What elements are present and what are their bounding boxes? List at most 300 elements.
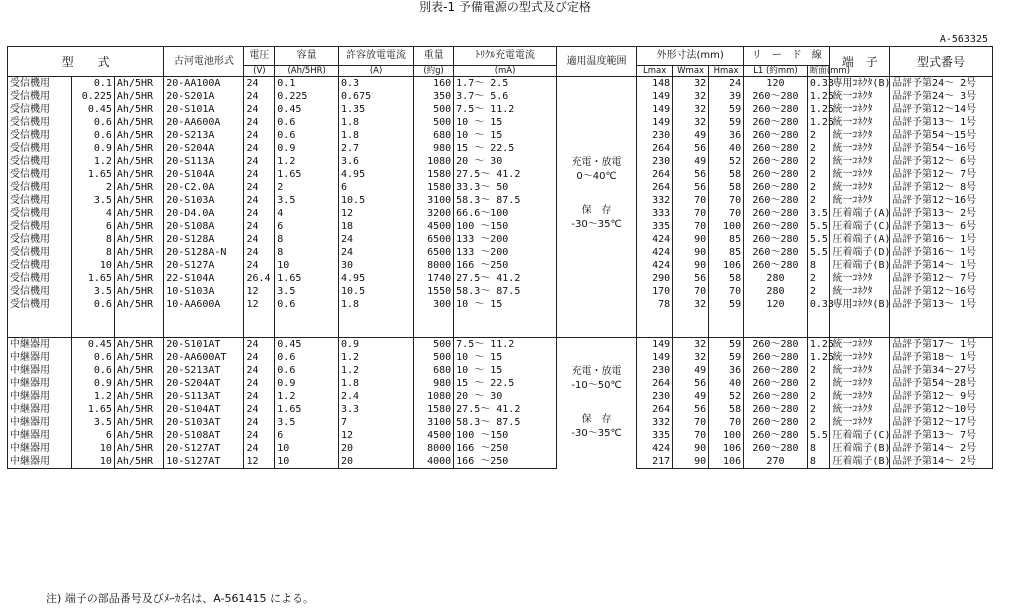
cell-capacity: 1.65: [275, 403, 339, 416]
cell-use: 中継器用: [8, 416, 72, 429]
cell-weight: 1080: [414, 155, 454, 168]
empty-cell: [275, 324, 339, 338]
cell-wmax: 56: [673, 403, 709, 416]
cell-capacity: 0.45: [275, 338, 339, 352]
cell-approval-no: 品評予第16～ 1号: [890, 246, 993, 259]
cell-hmax: 52: [709, 155, 744, 168]
cell-weight: 500: [414, 338, 454, 352]
cell-terminal: 圧着端子(B): [830, 259, 890, 272]
cell-capacity: 10: [275, 455, 339, 469]
cell-approval-no: 品評予第54～16号: [890, 142, 993, 155]
temp-charge-label: 充電・放電: [571, 366, 622, 378]
cell-discharge-current: 3.6: [339, 155, 414, 168]
empty-cell: [339, 311, 414, 324]
table-row: [8, 116, 993, 129]
cell-approval-no: 品評予第24～ 3号: [890, 90, 993, 103]
cell-battery-model: 20-C2.0A: [164, 181, 244, 194]
empty-temp-cell: [556, 311, 636, 324]
cell-discharge-current: 20: [339, 442, 414, 455]
cell-discharge-current: 4.95: [339, 272, 414, 285]
cell-size-unit: Ah/5HR: [114, 455, 163, 469]
cell-lead-length: 260～280: [744, 416, 808, 429]
cell-lead-section: 2: [807, 155, 830, 168]
cell-use: 受信機用: [8, 285, 72, 298]
cell-use: 受信機用: [8, 77, 72, 91]
cell-lmax: 149: [637, 103, 673, 116]
empty-cell: [8, 324, 72, 338]
cell-weight: 680: [414, 364, 454, 377]
cell-weight: 500: [414, 103, 454, 116]
cell-lmax: 149: [637, 351, 673, 364]
cell-capacity: 0.6: [275, 298, 339, 311]
cell-lead-length: 260～280: [744, 181, 808, 194]
cell-approval-no: 品評予第12～ 7号: [890, 168, 993, 181]
cell-terminal: 統一ｺﾈｸﾀ: [830, 285, 890, 298]
cell-lead-section: 2: [807, 194, 830, 207]
cell-size: 0.6: [71, 351, 114, 364]
cell-lmax: 333: [637, 207, 673, 220]
header-weight-unit: (約g): [414, 66, 454, 77]
cell-capacity: 8: [275, 233, 339, 246]
cell-approval-no: 品評予第13～ 1号: [890, 298, 993, 311]
table-row: [8, 155, 993, 168]
cell-hmax: 58: [709, 272, 744, 285]
cell-use: 受信機用: [8, 181, 72, 194]
cell-hmax: 59: [709, 338, 744, 352]
cell-voltage: 24: [244, 429, 275, 442]
empty-cell: [8, 311, 72, 324]
cell-capacity: 3.5: [275, 285, 339, 298]
temp-range-cell: [556, 338, 636, 469]
cell-size: 10: [71, 259, 114, 272]
cell-size: 0.6: [71, 298, 114, 311]
cell-capacity: 8: [275, 246, 339, 259]
cell-trickle-current: 166 ～250: [454, 442, 557, 455]
cell-wmax: 49: [673, 390, 709, 403]
cell-terminal: 圧着端子(A): [830, 233, 890, 246]
header-lead: リ ー ド 線: [744, 47, 830, 66]
cell-lead-section: 8: [807, 442, 830, 455]
cell-size-unit: Ah/5HR: [114, 272, 163, 285]
empty-cell: [890, 311, 993, 324]
cell-hmax: 36: [709, 129, 744, 142]
cell-lead-length: 260～280: [744, 129, 808, 142]
empty-cell: [830, 324, 890, 338]
cell-terminal: 圧着端子(A): [830, 207, 890, 220]
cell-size-unit: Ah/5HR: [114, 181, 163, 194]
cell-size: 0.6: [71, 364, 114, 377]
cell-approval-no: 品評予第13～ 1号: [890, 116, 993, 129]
cell-voltage: 24: [244, 403, 275, 416]
cell-discharge-current: 18: [339, 220, 414, 233]
header-hmax: Hmax: [709, 66, 744, 77]
cell-lmax: 264: [637, 168, 673, 181]
table-row: [8, 77, 993, 91]
cell-trickle-current: 166 ～250: [454, 455, 557, 469]
cell-wmax: 49: [673, 129, 709, 142]
cell-trickle-current: 100 ～150: [454, 429, 557, 442]
empty-cell: [339, 324, 414, 338]
table-row: [8, 220, 993, 233]
cell-lmax: 149: [637, 338, 673, 352]
cell-voltage: 24: [244, 116, 275, 129]
cell-hmax: 106: [709, 259, 744, 272]
header-wmax: Wmax: [673, 66, 709, 77]
table-row: [8, 103, 993, 116]
cell-lead-length: 260～280: [744, 259, 808, 272]
cell-terminal: 統一ｺﾈｸﾀ: [830, 194, 890, 207]
header-approval-no: 型式番号: [890, 47, 993, 77]
cell-hmax: 70: [709, 285, 744, 298]
cell-trickle-current: 27.5～ 41.2: [454, 272, 557, 285]
cell-wmax: 90: [673, 442, 709, 455]
cell-lead-section: 1.25: [807, 338, 830, 352]
temp-charge-label: 充電・放電: [571, 157, 622, 168]
cell-weight: 1580: [414, 403, 454, 416]
table-row: [8, 246, 993, 259]
cell-lead-section: 0.33: [807, 298, 830, 311]
cell-trickle-current: 10 ～ 15: [454, 351, 557, 364]
cell-size-unit: Ah/5HR: [114, 129, 163, 142]
spacer-row: [8, 311, 993, 324]
empty-cell: [744, 311, 808, 324]
cell-trickle-current: 27.5～ 41.2: [454, 403, 557, 416]
cell-voltage: 24: [244, 246, 275, 259]
cell-hmax: 59: [709, 116, 744, 129]
cell-weight: 350: [414, 90, 454, 103]
table-row: [8, 429, 993, 442]
cell-terminal: 圧着端子(C): [830, 429, 890, 442]
cell-hmax: 100: [709, 429, 744, 442]
cell-voltage: 24: [244, 194, 275, 207]
cell-use: 中継器用: [8, 390, 72, 403]
table-row: [8, 168, 993, 181]
cell-use: 受信機用: [8, 116, 72, 129]
cell-lead-length: 260～280: [744, 377, 808, 390]
cell-voltage: 12: [244, 298, 275, 311]
cell-battery-model: 20-S104AT: [164, 403, 244, 416]
cell-lead-section: 5.5: [807, 220, 830, 233]
cell-hmax: 70: [709, 416, 744, 429]
cell-discharge-current: 2.4: [339, 390, 414, 403]
cell-lmax: 148: [637, 77, 673, 91]
temp-gap: [559, 184, 634, 204]
cell-lead-section: 3.5: [807, 207, 830, 220]
cell-hmax: 106: [709, 455, 744, 469]
cell-size: 0.45: [71, 103, 114, 116]
cell-weight: 6500: [414, 246, 454, 259]
cell-trickle-current: 133 ～200: [454, 246, 557, 259]
cell-lead-length: 260～280: [744, 364, 808, 377]
cell-capacity: 6: [275, 429, 339, 442]
cell-terminal: 専用ｺﾈｸﾀ(B): [830, 77, 890, 91]
cell-battery-model: 20-AA600A: [164, 116, 244, 129]
cell-lead-section: 2: [807, 142, 830, 155]
cell-lead-section: 5.5: [807, 233, 830, 246]
cell-voltage: 24: [244, 416, 275, 429]
cell-trickle-current: 20 ～ 30: [454, 155, 557, 168]
cell-size-unit: Ah/5HR: [114, 429, 163, 442]
cell-size-unit: Ah/5HR: [114, 285, 163, 298]
cell-lmax: 332: [637, 194, 673, 207]
cell-lmax: 264: [637, 142, 673, 155]
cell-lead-length: 270: [744, 455, 808, 469]
cell-lmax: 170: [637, 285, 673, 298]
cell-size: 1.2: [71, 155, 114, 168]
cell-lmax: 78: [637, 298, 673, 311]
cell-terminal: 統一ｺﾈｸﾀ: [830, 90, 890, 103]
cell-lead-section: 2: [807, 416, 830, 429]
cell-capacity: 0.6: [275, 364, 339, 377]
cell-lmax: 230: [637, 155, 673, 168]
table-row: [8, 351, 993, 364]
cell-trickle-current: 10 ～ 15: [454, 129, 557, 142]
cell-approval-no: 品評予第12～ 6号: [890, 155, 993, 168]
empty-cell: [164, 311, 244, 324]
cell-trickle-current: 10 ～ 15: [454, 298, 557, 311]
cell-battery-model: 20-S104A: [164, 168, 244, 181]
cell-terminal: 圧着端子(C): [830, 220, 890, 233]
cell-terminal: 専用ｺﾈｸﾀ(B): [830, 298, 890, 311]
cell-lmax: 230: [637, 129, 673, 142]
cell-terminal: 圧着端子(B): [830, 442, 890, 455]
cell-weight: 8000: [414, 259, 454, 272]
cell-lead-section: 1.25: [807, 90, 830, 103]
cell-approval-no: 品評予第12～ 7号: [890, 272, 993, 285]
empty-cell: [454, 324, 557, 338]
empty-cell: [114, 311, 163, 324]
header-battery-model: 古河電池形式: [164, 47, 244, 77]
cell-wmax: 56: [673, 142, 709, 155]
cell-discharge-current: 1.2: [339, 351, 414, 364]
cell-battery-model: 20-S103AT: [164, 416, 244, 429]
table-row: [8, 364, 993, 377]
cell-weight: 3100: [414, 416, 454, 429]
header-capacity-unit: (Ah/5HR): [275, 66, 339, 77]
cell-trickle-current: 10 ～ 15: [454, 364, 557, 377]
cell-wmax: 70: [673, 194, 709, 207]
cell-size-unit: Ah/5HR: [114, 338, 163, 352]
cell-weight: 500: [414, 116, 454, 129]
cell-weight: 4500: [414, 429, 454, 442]
cell-discharge-current: 0.9: [339, 338, 414, 352]
cell-size: 3.5: [71, 285, 114, 298]
cell-hmax: 59: [709, 103, 744, 116]
header-voltage-unit: (V): [244, 66, 275, 77]
cell-size-unit: Ah/5HR: [114, 246, 163, 259]
cell-terminal: 統一ｺﾈｸﾀ: [830, 351, 890, 364]
cell-capacity: 6: [275, 220, 339, 233]
cell-lead-length: 260～280: [744, 207, 808, 220]
cell-lead-section: 2: [807, 390, 830, 403]
cell-size-unit: Ah/5HR: [114, 364, 163, 377]
cell-capacity: 0.6: [275, 116, 339, 129]
cell-wmax: 49: [673, 155, 709, 168]
cell-size: 3.5: [71, 194, 114, 207]
cell-approval-no: 品評予第24～ 2号: [890, 77, 993, 91]
header-discharge-current: 許容放電電流: [339, 47, 414, 66]
cell-terminal: 統一ｺﾈｸﾀ: [830, 181, 890, 194]
cell-size: 1.2: [71, 390, 114, 403]
cell-use: 中継器用: [8, 351, 72, 364]
cell-capacity: 0.6: [275, 351, 339, 364]
cell-size: 10: [71, 442, 114, 455]
cell-trickle-current: 100 ～150: [454, 220, 557, 233]
cell-use: 受信機用: [8, 155, 72, 168]
cell-weight: 8000: [414, 442, 454, 455]
cell-lmax: 290: [637, 272, 673, 285]
cell-use: 受信機用: [8, 298, 72, 311]
cell-battery-model: 20-S204A: [164, 142, 244, 155]
header-voltage: 電圧: [244, 47, 275, 66]
cell-lead-length: 260～280: [744, 103, 808, 116]
cell-use: 受信機用: [8, 246, 72, 259]
empty-cell: [637, 324, 673, 338]
table-row: [8, 129, 993, 142]
cell-size-unit: Ah/5HR: [114, 116, 163, 129]
cell-hmax: 40: [709, 142, 744, 155]
cell-use: 中継器用: [8, 455, 72, 469]
cell-discharge-current: 3.3: [339, 403, 414, 416]
cell-voltage: 24: [244, 220, 275, 233]
cell-approval-no: 品評予第34～27号: [890, 364, 993, 377]
cell-use: 受信機用: [8, 129, 72, 142]
cell-use: 中継器用: [8, 429, 72, 442]
cell-discharge-current: 1.2: [339, 364, 414, 377]
cell-voltage: 26.4: [244, 272, 275, 285]
cell-weight: 4000: [414, 455, 454, 469]
cell-size: 1.65: [71, 403, 114, 416]
cell-discharge-current: 24: [339, 246, 414, 259]
temp-range-cell: [556, 77, 636, 312]
cell-voltage: 24: [244, 207, 275, 220]
cell-battery-model: 10-AA600A: [164, 298, 244, 311]
cell-size: 2: [71, 181, 114, 194]
empty-cell: [673, 311, 709, 324]
cell-battery-model: 22-S104A: [164, 272, 244, 285]
cell-terminal: 統一ｺﾈｸﾀ: [830, 129, 890, 142]
cell-use: 受信機用: [8, 220, 72, 233]
cell-battery-model: 20-S103A: [164, 194, 244, 207]
table-row: [8, 455, 993, 469]
cell-terminal: 統一ｺﾈｸﾀ: [830, 142, 890, 155]
cell-lead-section: 1.25: [807, 116, 830, 129]
cell-wmax: 70: [673, 416, 709, 429]
cell-hmax: 70: [709, 207, 744, 220]
cell-lead-length: 260～280: [744, 338, 808, 352]
cell-trickle-current: 27.5～ 41.2: [454, 168, 557, 181]
cell-size: 4: [71, 207, 114, 220]
header-temp-range: 適用温度範囲: [556, 47, 636, 77]
cell-discharge-current: 1.8: [339, 377, 414, 390]
cell-trickle-current: 58.3～ 87.5: [454, 416, 557, 429]
cell-wmax: 49: [673, 364, 709, 377]
cell-wmax: 32: [673, 103, 709, 116]
cell-size: 1.65: [71, 168, 114, 181]
cell-weight: 3100: [414, 194, 454, 207]
cell-lead-length: 120: [744, 77, 808, 91]
cell-battery-model: 20-S128A-N: [164, 246, 244, 259]
cell-lead-length: 260～280: [744, 155, 808, 168]
cell-voltage: 24: [244, 233, 275, 246]
cell-voltage: 24: [244, 155, 275, 168]
cell-hmax: 58: [709, 168, 744, 181]
cell-wmax: 56: [673, 377, 709, 390]
cell-battery-model: 20-S204AT: [164, 377, 244, 390]
cell-lmax: 424: [637, 233, 673, 246]
table-row: [8, 416, 993, 429]
cell-trickle-current: 10 ～ 15: [454, 116, 557, 129]
cell-voltage: 12: [244, 455, 275, 469]
cell-hmax: 59: [709, 351, 744, 364]
header-discharge-unit: (A): [339, 66, 414, 77]
cell-lmax: 149: [637, 90, 673, 103]
cell-discharge-current: 0.675: [339, 90, 414, 103]
cell-wmax: 70: [673, 429, 709, 442]
cell-battery-model: 10-S127AT: [164, 455, 244, 469]
cell-lead-section: 2: [807, 285, 830, 298]
cell-battery-model: 20-S113AT: [164, 390, 244, 403]
cell-trickle-current: 7.5～ 11.2: [454, 338, 557, 352]
cell-lead-length: 260～280: [744, 403, 808, 416]
cell-capacity: 4: [275, 207, 339, 220]
table-row: [8, 90, 993, 103]
empty-cell: [414, 324, 454, 338]
cell-battery-model: 10-S103A: [164, 285, 244, 298]
cell-size: 6: [71, 429, 114, 442]
cell-lead-section: 2: [807, 364, 830, 377]
cell-wmax: 32: [673, 351, 709, 364]
cell-use: 受信機用: [8, 168, 72, 181]
cell-use: 受信機用: [8, 142, 72, 155]
cell-lead-length: 260～280: [744, 390, 808, 403]
cell-discharge-current: 4.95: [339, 168, 414, 181]
cell-terminal: 統一ｺﾈｸﾀ: [830, 155, 890, 168]
empty-cell: [71, 311, 114, 324]
header-trickle-current: ﾄﾘｸﾙ充電電流: [454, 47, 557, 66]
cell-use: 中継器用: [8, 377, 72, 390]
cell-size: 0.1: [71, 77, 114, 91]
cell-capacity: 1.65: [275, 272, 339, 285]
cell-size-unit: Ah/5HR: [114, 90, 163, 103]
cell-terminal: 統一ｺﾈｸﾀ: [830, 416, 890, 429]
cell-size-unit: Ah/5HR: [114, 142, 163, 155]
cell-approval-no: 品評予第17～ 1号: [890, 338, 993, 352]
table-row: [8, 233, 993, 246]
cell-lead-length: 260～280: [744, 429, 808, 442]
header-weight: 重量: [414, 47, 454, 66]
cell-size-unit: Ah/5HR: [114, 103, 163, 116]
cell-discharge-current: 1.8: [339, 116, 414, 129]
temp-gap: [559, 393, 634, 413]
cell-lmax: 149: [637, 116, 673, 129]
cell-size-unit: Ah/5HR: [114, 194, 163, 207]
cell-approval-no: 品評予第12～14号: [890, 103, 993, 116]
cell-voltage: 24: [244, 129, 275, 142]
cell-weight: 300: [414, 298, 454, 311]
cell-wmax: 70: [673, 285, 709, 298]
cell-discharge-current: 12: [339, 207, 414, 220]
cell-approval-no: 品評予第18～ 1号: [890, 351, 993, 364]
cell-hmax: 24: [709, 77, 744, 91]
temp-store-label: 保 存: [581, 414, 612, 426]
cell-lmax: 424: [637, 259, 673, 272]
table-row: [8, 285, 993, 298]
cell-lead-section: 5.5: [807, 429, 830, 442]
cell-lmax: 230: [637, 364, 673, 377]
cell-lead-length: 260～280: [744, 168, 808, 181]
cell-lead-length: 280: [744, 272, 808, 285]
